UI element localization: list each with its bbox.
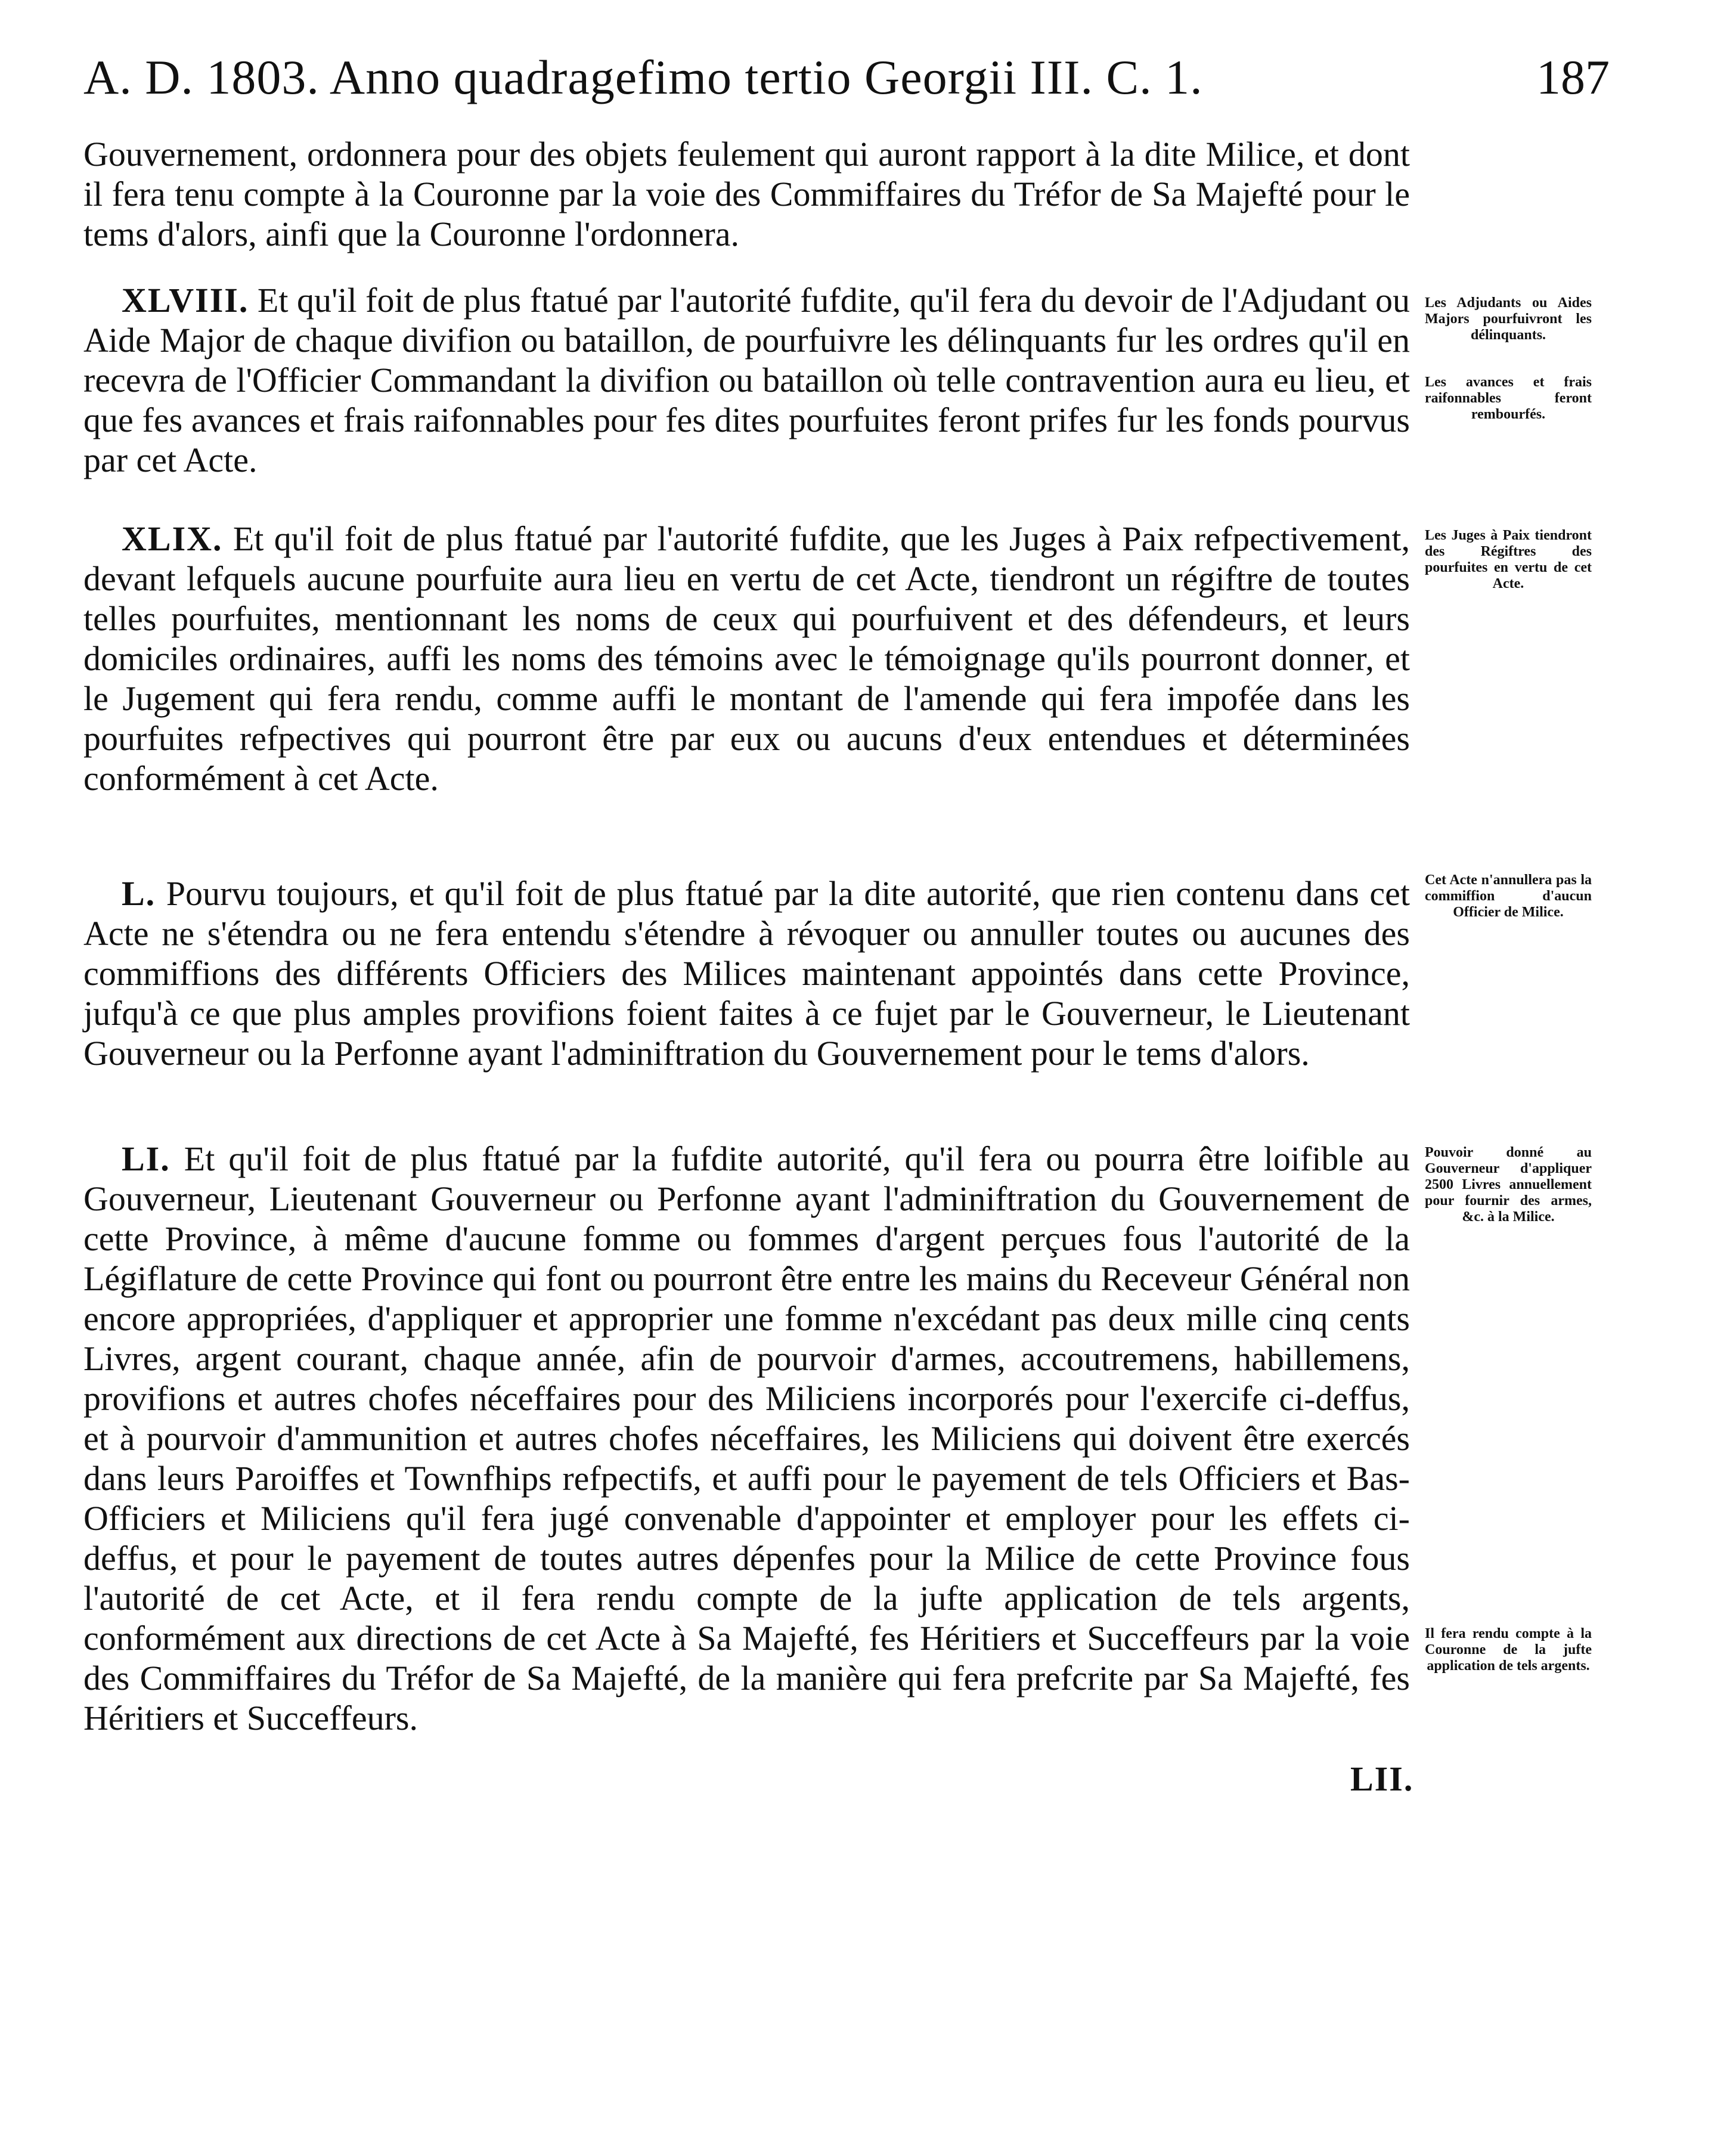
section-number: LI.	[122, 1139, 170, 1178]
section-xlviii	[83, 280, 1410, 480]
page-header	[83, 42, 1610, 113]
continuation-paragraph: Gouvernement, ordonnera pour des objets feulement qui auront rapport à la dite Milice, et dont il fera tenu compte à la Couronne par la voie des Commiffaires du Tréfor de Sa Majefté pour le tems d'alors, ainfi que la Couronne l'ordonnera.	[83, 135, 1410, 253]
page-number: 187	[1536, 50, 1610, 104]
section-l	[83, 873, 1410, 1073]
margin-note-adjudants: Les Adjudants ou Aides Majors pourfuivront les délinquants.	[1425, 295, 1592, 343]
margin-note-commissions: Cet Acte n'annullera pas la commiffion d'aucun Officier de Milice.	[1425, 872, 1592, 920]
margin-note-compte-couronne: Il fera rendu compte à la Couronne de la jufte application de tels argents.	[1425, 1626, 1592, 1674]
section-xlix	[83, 519, 1410, 798]
section-li	[83, 1139, 1410, 1738]
section-text: Et qu'il foit de plus ftatué par l'autorité fufdite, qu'il fera du devoir de l'Adjudant ou Aide Major de chaque divifion ou bataillon, de pourfuivre les délinquants fur les ordres qu'il en recevra de l'Officier Commandant la divifion ou bataillon où telle contravention aura eu lieu, et que fes avances et frais raifonnables pour fes dites pourfuites feront prifes fur les fonds pourvus par cet Acte.	[83, 281, 1410, 479]
section-number: XLIX.	[122, 519, 223, 558]
section-number: XLVIII.	[122, 281, 249, 320]
section-text: Et qu'il foit de plus ftatué par l'autorité fufdite, que les Juges à Paix refpectivement, devant lefquels aucune pourfuite aura lieu en vertu de cet Acte, tiendront un régiftre de toutes telles pourfuites, mentionnant les noms de ceux qui pourfuivent et des défendeurs, et leurs domiciles ordinaires, auffi les noms des témoins avec le témoignage qu'ils pourront donner, et le Jugement qui fera rendu, comme auffi le montant de l'amende qui fera impofée dans les pourfuites refpectives qui pourront être par eux ou aucuns d'eux entendues et déterminées conformément à cet Acte.	[83, 519, 1410, 798]
margin-note-avances: Les avances et frais raifonnables feront rembourfés.	[1425, 374, 1592, 422]
margin-note-pouvoir-gouverneur: Pouvoir donné au Gouverneur d'appliquer 2500 Livres annuellement pour fournir des armes, &c. à la Milice.	[1425, 1145, 1592, 1225]
section-number: L.	[122, 874, 156, 913]
margin-note-juges-registres: Les Juges à Paix tiendront des Régiftres des pourfuites en vertu de cet Acte.	[1425, 528, 1592, 591]
running-head: A. D. 1803. Anno quadragefimo tertio Georgii III. C. 1.	[83, 50, 1203, 104]
section-text: Pourvu toujours, et qu'il foit de plus ftatué par la dite autorité, que rien contenu dans cet Acte ne s'étendra ou ne fera entendu s'étendre à révoquer ou annuller toutes ou aucunes des commiffions des différents Officiers des Milices maintenant appointés dans cette Province, jufqu'à ce que plus amples provifions foient faites à ce fujet par le Gouverneur, le Lieutenant Gouverneur ou la Perfonne ayant l'adminiftration du Gouvernement pour le tems d'alors.	[83, 874, 1410, 1073]
section-text: Et qu'il foit de plus ftatué par la fufdite autorité, qu'il fera ou pourra être loifible au Gouverneur, Lieutenant Gouverneur ou Perfonne ayant l'adminiftration du Gouvernement de cette Province, à même d'aucune fomme ou fommes d'argent perçues fous l'autorité de la Légiflature de cette Province qui font ou pourront être entre les mains du Receveur Général non encore appropriées, d'appliquer et approprier une fomme n'excédant pas deux mille cinq cents Livres, argent courant, chaque année, afin de pourvoir d'armes, accoutremens, habillemens, provifions et autres chofes néceffaires pour des Miliciens incorporés pour l'exercife ci-deffus, et à pourvoir d'ammunition et autres chofes néceffaires, les Miliciens qui doivent être exercés dans leurs Paroiffes et Townfhips refpectifs, et auffi pour le payement de tels Officiers et Bas-Officiers et Miliciens qu'il fera jugé convenable d'appointer et employer pour les effets ci-deffus, et pour le payement de toutes autres dépenfes pour la Milice de cette Province fous l'autorité de cet Acte, et il fera rendu compte de la jufte application de tels argents, conformément aux directions de cet Acte à Sa Majefté, fes Héritiers et Succeffeurs par la voie des Commiffaires du Tréfor de Sa Majefté, de la manière qui fera prefcrite par Sa Majefté, fes Héritiers et Succeffeurs.	[83, 1139, 1410, 1737]
catchword: LII.	[1350, 1759, 1414, 1798]
